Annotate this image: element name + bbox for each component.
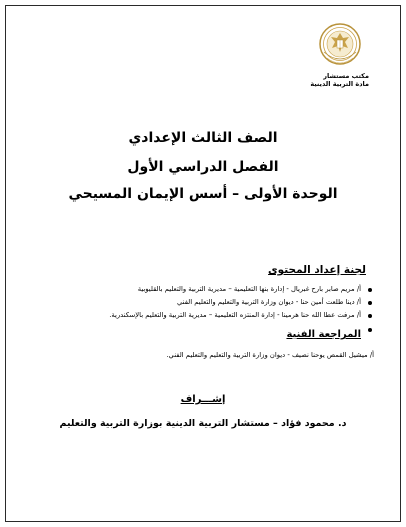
member-name: أ/ مريم صابر بارح غبريال - إدارة بنها التعليمية – مديرية التربية والتعليم بالقليوبية [137, 285, 361, 293]
office-line-1: مكتب مستشار [323, 72, 369, 80]
member-name: أ/ دينا طلعت أمين حنا - ديوان وزارة التربية والتعليم والتعليم الفني [177, 298, 361, 306]
term-title: الفصل الدراسي الأول [127, 159, 279, 175]
review-heading-row [286, 322, 372, 341]
office-label [310, 72, 369, 88]
bullet-icon [368, 314, 372, 318]
reviewer-name: أ/ ميشيل القمص يوحنا نصيف - ديوان وزارة التربية والتعليم والتعليم الفني. [166, 351, 374, 359]
supervision-title: إشـــراف [180, 394, 226, 405]
ministry-seal-logo [318, 22, 362, 72]
list-item [109, 283, 372, 296]
bullet-icon [368, 301, 372, 305]
list-item [109, 309, 372, 322]
unit-title: الوحدة الأولى – أسس الإيمان المسيحي [68, 186, 338, 202]
supervisor-name: د. محمود فؤاد – مستشار التربية الدينية بوزارة التربية والتعليم [59, 418, 347, 429]
bullet-icon [368, 328, 372, 332]
list-item [109, 296, 372, 309]
committee-members-list [109, 283, 372, 322]
bullet-icon [368, 288, 372, 292]
member-name: أ/ مرفت عطا الله حنا هرمينا - إدارة المنتزه التعليمية – مديرية التربية والتعليم بالإسكندرية. [109, 311, 361, 319]
review-title: المراجعة الفنية [286, 329, 361, 340]
committee-title: لجنة إعداد المحتوى [268, 264, 366, 276]
office-line-2: مادة التربية الدينية [310, 80, 369, 88]
grade-title: الصف الثالث الإعدادي [128, 130, 278, 146]
